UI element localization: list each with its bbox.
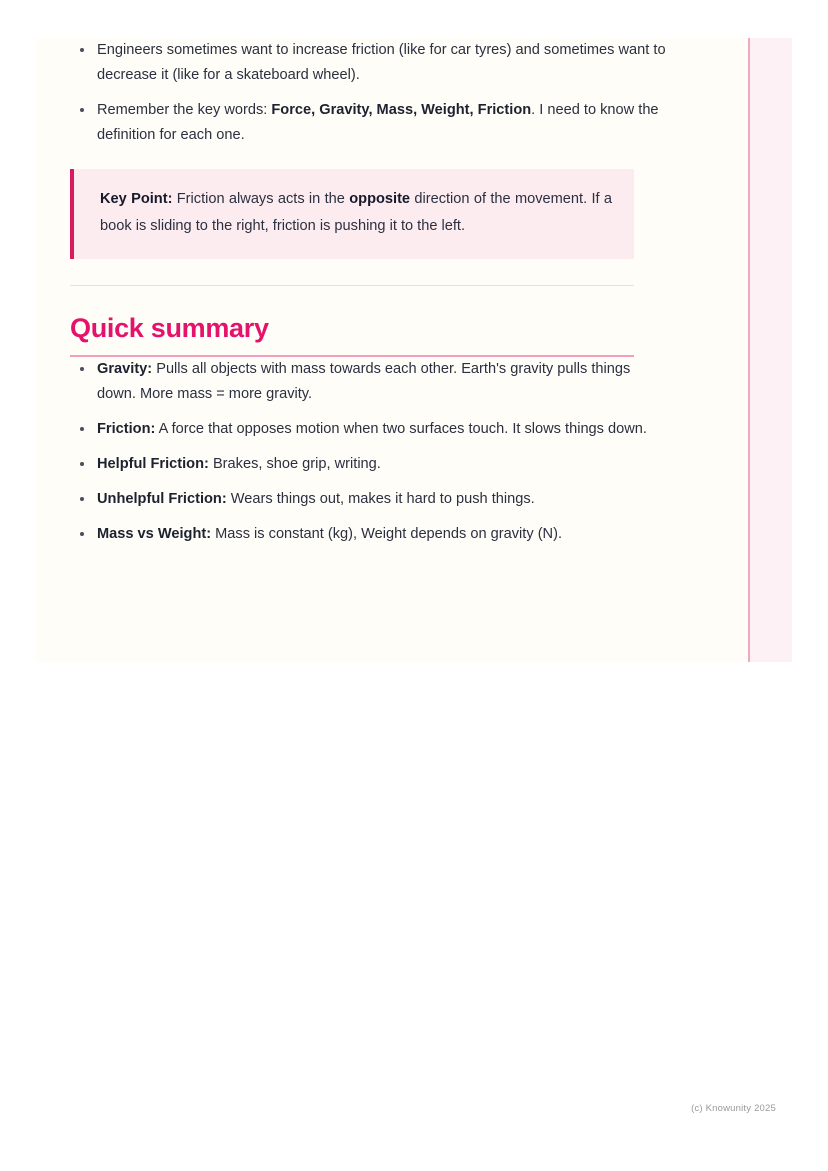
page-content: [70, 38, 670, 557]
body-text: . I need to know the definition for each one.: [97, 102, 659, 143]
page-title: Quick summary: [70, 313, 269, 343]
body-text: Pulls all objects with mass towards each other. Earth's gravity pulls things down. More mass = more gravity.: [97, 361, 631, 402]
list-item: [70, 357, 670, 407]
body-text: Engineers sometimes want to increase friction (like for car tyres) and sometimes want to decrease it (like for a skateboard wheel).: [97, 42, 666, 83]
top-bullet-list: [70, 38, 670, 148]
section-divider: [70, 285, 634, 286]
list-item: [70, 487, 670, 512]
footer-copyright: (c) Knowunity 2025: [691, 1103, 776, 1114]
body-text: A force that opposes motion when two surfaces touch. It slows things down.: [155, 421, 647, 437]
emphasis-text: Force, Gravity, Mass, Weight, Friction: [271, 102, 532, 118]
body-text: Friction always acts in the: [172, 191, 350, 207]
emphasis-text: Unhelpful Friction:: [97, 491, 227, 507]
page-side-rail-line: [748, 38, 750, 662]
emphasis-text: Key Point:: [100, 191, 173, 207]
emphasis-text: Mass vs Weight:: [97, 526, 212, 542]
emphasis-text: Friction:: [97, 421, 156, 437]
body-text: Brakes, shoe grip, writing.: [208, 456, 381, 472]
page-side-rail: [750, 38, 792, 662]
body-text: Remember the key words:: [97, 102, 272, 118]
body-text: Mass is constant (kg), Weight depends on gravity (N).: [211, 526, 563, 542]
document-page: [36, 38, 792, 662]
body-text: Wears things out, makes it hard to push things.: [226, 491, 535, 507]
list-item: [70, 417, 670, 442]
key-point-callout: [70, 169, 634, 259]
list-item: [70, 452, 670, 477]
emphasis-text: opposite: [349, 191, 411, 207]
body-text: direction of the movement. If a book is sliding to the right, friction is pushing it to the left.: [100, 191, 612, 234]
list-item: [70, 522, 670, 547]
emphasis-text: Helpful Friction:: [97, 456, 209, 472]
emphasis-text: Gravity:: [97, 361, 153, 377]
summary-bullet-list: [70, 357, 670, 547]
list-item: [70, 38, 670, 88]
list-item: [70, 98, 670, 148]
